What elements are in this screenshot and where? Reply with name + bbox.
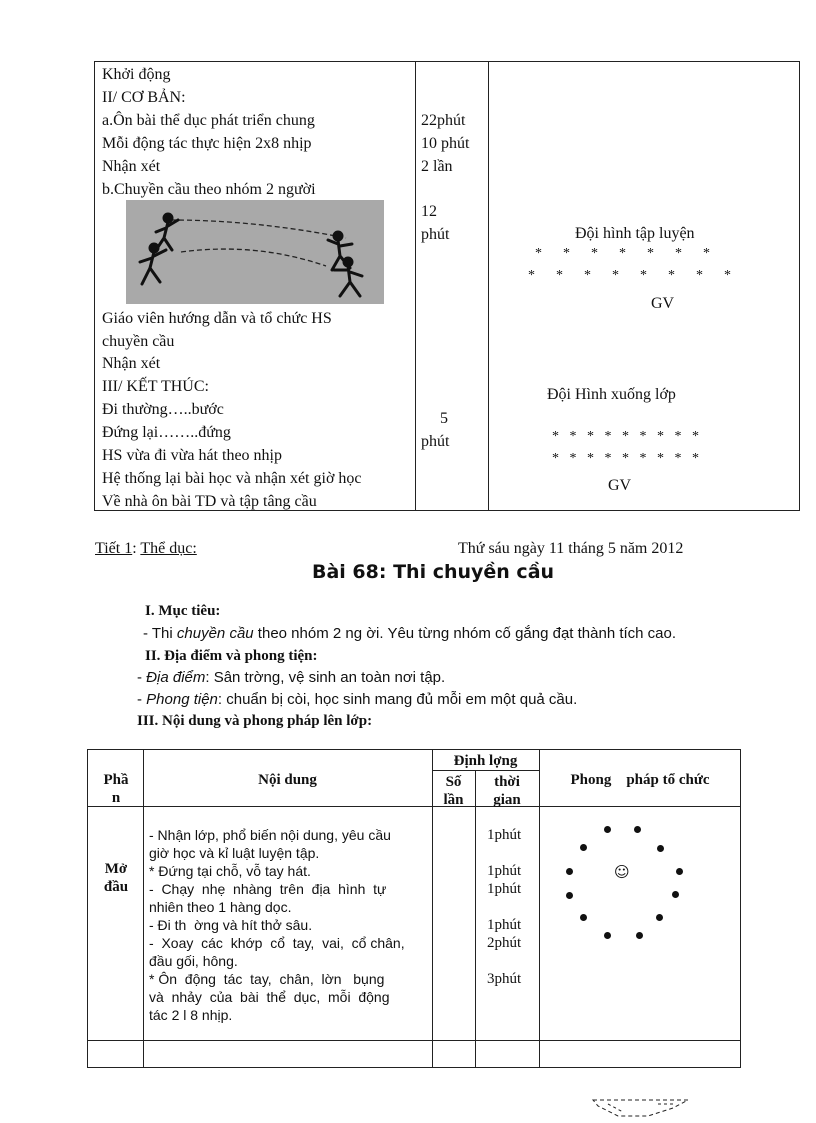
text-line: Khởi động [102,66,171,83]
text-line: Mỗi động tác thực hiện 2x8 nhịp [102,135,312,152]
student-dot [604,932,611,939]
subject-label: Thể dục: [140,540,197,557]
column-divider [143,749,144,1068]
header-dinh-luong: Định lợng [453,753,518,769]
shuttlecock-passing-illustration [126,200,384,304]
text-line: chuyền cầu [102,333,175,350]
time-cell: 1phút [487,917,522,933]
text-line: a.Ôn bài thể dục phát triển chung [102,112,315,129]
header-thoi-gian: thời gian [493,774,521,808]
text-line: Đứng lại……..đứng [102,424,231,441]
players-drawing-icon [126,200,384,304]
teacher-smiley-icon: ☺ [614,863,630,881]
text-line: III/ KẾT THÚC: [102,378,209,395]
text-line: Nhận xét [102,355,161,372]
text-line: b.Chuyền cầu theo nhóm 2 người [102,181,316,198]
student-dot [580,914,587,921]
student-dot [604,826,611,833]
time-value: phút [421,433,450,450]
content-line: - Đi th ờng và hít thở sâu. [149,917,313,933]
equipment-line: - Phong tiện: chuẩn bị còi, học sinh mang đủ mỗi em một quả cầu. [137,691,578,708]
text-line: HS vừa đi vừa hát theo nhịp [102,447,282,464]
column-divider [488,62,489,510]
time-cell: 3phút [487,971,522,987]
location-italic: Địa điểm [146,669,206,686]
content-line: đầu gối, hông. [149,953,238,969]
text-line: II/ CƠ BẢN: [102,89,186,106]
header-so-lan: Số lần [443,774,464,808]
objectives-text [143,622,676,645]
method-heading: III. Nội dung và phong pháp lên lớp: [137,713,373,729]
time-value: 22phút [421,112,466,129]
content-line: giờ học và kỉ luật luyện tập. [149,845,320,861]
content-line: nhiên theo 1 hàng dọc. [149,899,292,915]
dismiss-formation-title: Đội Hình xuống lớp [547,386,676,403]
content-line: - Nhận lớp, phổ biến nội dung, yêu cầu [149,827,391,843]
header-phuong-phap: Phong pháp tổ chức [570,772,710,788]
formation-stars-row: * * * * * * * [535,246,710,261]
time-value: 5 [440,410,448,427]
time-cell: 1phút [487,863,522,879]
dismiss-stars-row: * * * * * * * * * [552,429,699,444]
time-value: 2 lần [421,158,453,175]
time-value: phút [421,226,450,243]
student-dot [566,868,573,875]
time-value: 10 phút [421,135,470,152]
dismiss-stars-row: * * * * * * * * * [552,451,699,466]
student-dot [656,914,663,921]
student-dot [566,892,573,899]
content-line: tác 2 l 8 nhịp. [149,1007,233,1023]
column-divider [415,62,416,510]
location-line: - Địa điểm: Sân trờng, vệ sinh an toàn nơi tập. [137,669,446,686]
location-heading: II. Địa điểm và phong tiện: [145,648,318,664]
equipment-italic: Phong tiện [146,691,218,708]
equipment-rest: : chuẩn bị còi, học sinh mang đủ mỗi em một quả cầu. [217,691,578,708]
row-divider [87,806,741,807]
lesson-period: Tiết 1: Thể dục: [95,540,197,557]
objectives-heading: I. Mục tiêu: [145,603,221,619]
text-line: Giáo viên hướng dẫn và tổ chức HS [102,310,332,327]
formation-stars-row: * * * * * * * * [528,268,731,283]
time-cell: 1phút [487,827,522,843]
header-phan: Phầ n [103,772,129,806]
lesson-date: Thứ sáu ngày 11 tháng 5 năm 2012 [458,540,684,557]
objectives-italic: chuyền cầu [176,625,254,642]
student-dot [636,932,643,939]
text-line: Hệ thống lại bài học và nhận xét giờ học [102,470,362,487]
row-divider [87,1040,741,1041]
content-line: và nhảy của bài thể dục, mỗi động [149,989,390,1005]
time-cell: 1phút [487,881,522,897]
section-label: Mở đầu [103,861,129,895]
formation-title: Đội hình tập luyện [575,225,695,242]
student-dot [580,844,587,851]
teacher-label: GV [608,477,632,494]
time-value: 12 [421,203,437,220]
row-divider [432,770,539,771]
student-dot [657,845,664,852]
location-rest: : Sân trờng, vệ sinh an toàn nơi tập. [205,669,446,686]
student-dot [672,891,679,898]
content-line: - Chạy nhẹ nhàng trên địa hình tự [149,881,387,897]
lesson-title: Bài 68: Thi chuyền cầu [312,561,555,583]
text-line: Nhận xét [102,158,161,175]
content-line: * Đứng tại chỗ, vỗ tay hát. [149,863,311,879]
student-dot [676,868,683,875]
objectives-rest: theo nhóm 2 ng ời. Yêu từng nhóm cố gắng đạt thành tích cao. [253,625,677,642]
text-line: Về nhà ôn bài TD và tập tâng cầu [102,493,317,510]
time-cell: 2phút [487,935,522,951]
period-label: Tiết 1 [95,540,133,557]
content-line: - Xoay các khớp cổ tay, vai, cổ chân, [149,935,405,951]
column-divider [539,749,540,1068]
dashed-banner-shape-icon [588,1094,693,1122]
student-dot [634,826,641,833]
content-line: * Ôn động tác tay, chân, lờn bụng [149,971,385,987]
column-divider [475,770,476,1068]
objectives-prefix: - Thi [143,625,177,642]
teacher-label: GV [651,295,675,312]
header-noi-dung: Nội dung [258,772,317,788]
text-line: Đi thường…..bước [102,401,224,418]
